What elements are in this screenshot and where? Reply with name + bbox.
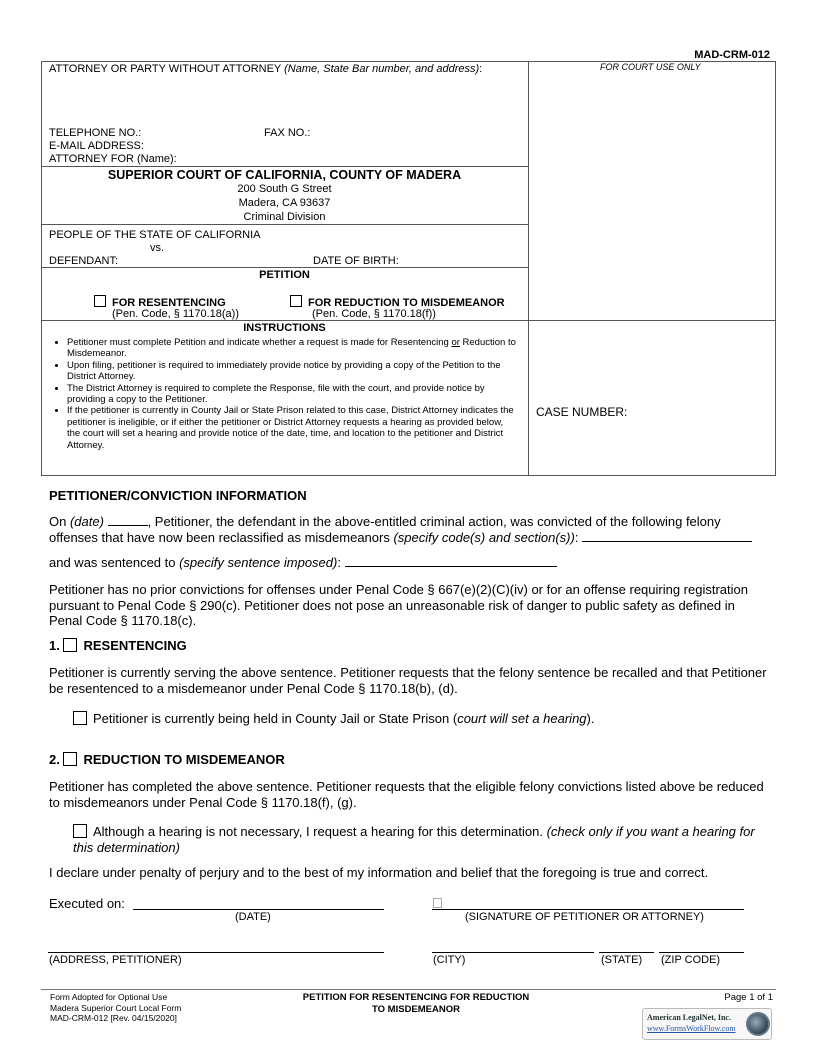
instruction-item: • Petitioner must complete Petition and indicate whether a request is made for Resentencing or Reduction to Misdemeanor. xyxy=(67,337,519,360)
date-label: (DATE) xyxy=(235,911,271,923)
address-input-line[interactable] xyxy=(48,952,384,953)
globe-icon xyxy=(746,1012,770,1036)
resentencing-checkbox[interactable] xyxy=(94,295,106,307)
case-number-field[interactable]: CASE NUMBER: xyxy=(536,405,628,419)
email-field[interactable]: E-MAIL ADDRESS: xyxy=(49,140,144,152)
footer-rule xyxy=(41,989,776,990)
signature-input-line[interactable] xyxy=(432,909,744,910)
instructions-list xyxy=(49,337,519,451)
zip-input-line[interactable] xyxy=(659,952,744,953)
footer-title: PETITION FOR RESENTENCING FOR REDUCTION TO MISDEMEANOR xyxy=(302,992,530,1015)
american-legalnet-logo[interactable]: American LegalNet, Inc. www.FormsWorkFlow.com xyxy=(642,1008,772,1040)
telephone-field[interactable]: TELEPHONE NO.: xyxy=(49,127,142,139)
page-number: Page 1 of 1 xyxy=(724,992,773,1003)
executed-label: Executed on: xyxy=(49,896,125,911)
resentencing-option[interactable]: FOR RESENTENCING xyxy=(94,295,226,309)
address-label: (ADDRESS, PETITIONER) xyxy=(49,954,182,966)
caption-divider xyxy=(528,61,529,476)
court-street: 200 South G Street xyxy=(237,183,332,195)
attorney-for-field[interactable]: ATTORNEY FOR (Name): xyxy=(49,153,177,165)
zip-label: (ZIP CODE) xyxy=(661,954,721,966)
reduction-text: Petitioner has completed the above sentence. Petitioner requests that the eligible felony convictions listed above be reduced to misdemeanors under Penal Code § 1170.18(f), (g). xyxy=(49,779,764,810)
reduction-section-title: 2. REDUCTION TO MISDEMEANOR xyxy=(49,752,285,767)
sentence-input[interactable] xyxy=(345,566,557,567)
instruction-item: • If the petitioner is currently in County Jail or State Prison related to this case, District Attorney indicates the petitioner is ineligible, or if either the petitioner or District Attorney requests a hearing as provided below, the court will set a hearing and provide notice of the date, time, and location to the petitioner and District Attorney. xyxy=(67,405,519,451)
resentencing-section-title: 1. RESENTENCING xyxy=(49,638,187,653)
people-label: PEOPLE OF THE STATE OF CALIFORNIA xyxy=(49,229,261,241)
state-label: (STATE) xyxy=(601,954,643,966)
jail-checkbox[interactable] xyxy=(73,711,87,725)
misdemeanor-checkbox[interactable] xyxy=(290,295,302,307)
court-name: SUPERIOR COURT OF CALIFORNIA, COUNTY OF MADERA xyxy=(107,168,462,182)
section-reduction-checkbox[interactable] xyxy=(63,752,77,766)
hearing-check-item[interactable]: Although a hearing is not necessary, I request a hearing for this determination. (check only if you want a hearing for this determination) xyxy=(73,824,755,855)
footer-left: Form Adopted for Optional Use Madera Superior Court Local Form MAD-CRM-012 [Rev. 04/15/2020] xyxy=(50,992,182,1023)
signature-label: (SIGNATURE OF PETITIONER OR ATTORNEY) xyxy=(465,911,704,923)
instruction-item: • Upon filing, petitioner is required to immediately provide notice by providing a copy of the Petition to the District Attorney. xyxy=(67,360,519,383)
conviction-paragraph: On (date) , Petitioner, the defendant in the above-entitled criminal action, was convicted of the following felony offenses that have now been reclassified as misdemeanors (specify code(s) and section(s)): xyxy=(49,514,769,545)
dob-field[interactable]: DATE OF BIRTH: xyxy=(313,255,399,267)
defendant-field[interactable]: DEFENDANT: xyxy=(49,255,119,267)
city-input-line[interactable] xyxy=(432,952,594,953)
misdemeanor-code: (Pen. Code, § 1170.18(f)) xyxy=(312,308,436,320)
instructions-title: INSTRUCTIONS xyxy=(243,322,326,334)
form-id: MAD-CRM-012 xyxy=(694,49,770,61)
priors-paragraph: Petitioner has no prior convictions for offenses under Penal Code § 667(e)(2)(C)(iv) or for an offense requiring registration pursuant to Penal Code § 290(c). Petitioner does not pose an unreasonable risk of danger to public safety as defined in Penal Code § 1170.18(c). xyxy=(49,582,748,628)
section-resentencing-checkbox[interactable] xyxy=(63,638,77,652)
vs-label: vs. xyxy=(150,242,165,254)
fax-field[interactable]: FAX NO.: xyxy=(264,127,311,139)
court-city: Madera, CA 93637 xyxy=(238,197,331,209)
conviction-date-input[interactable] xyxy=(108,525,148,526)
date-input-line[interactable] xyxy=(133,909,384,910)
section-title: PETITIONER/CONVICTION INFORMATION xyxy=(49,488,307,503)
jail-check-item[interactable]: Petitioner is currently being held in County Jail or State Prison (court will set a hearing). xyxy=(73,711,773,727)
court-division: Criminal Division xyxy=(243,211,326,223)
misdemeanor-option[interactable]: FOR REDUCTION TO MISDEMEANOR xyxy=(290,295,505,309)
code-section-input[interactable] xyxy=(582,541,752,542)
city-label: (CITY) xyxy=(433,954,466,966)
resentencing-text: Petitioner is currently serving the above sentence. Petitioner requests that the felony sentence be recalled and that Petitioner be resentenced to a misdemeanor under Penal Code § 1170.18(b), (d). xyxy=(49,665,767,696)
sentence-paragraph: and was sentenced to (specify sentence imposed): xyxy=(49,555,769,571)
instruction-item: • The District Attorney is required to complete the Response, file with the court, and provide notice by providing a copy to the Petitioner. xyxy=(67,383,519,406)
attorney-label: ATTORNEY OR PARTY WITHOUT ATTORNEY (Name, State Bar number, and address): xyxy=(49,63,483,75)
hearing-checkbox[interactable] xyxy=(73,824,87,838)
signature-marker-icon xyxy=(433,898,442,908)
declaration: I declare under penalty of perjury and to the best of my information and belief that the foregoing is true and correct. xyxy=(49,865,709,880)
court-use-label: FOR COURT USE ONLY xyxy=(600,62,701,72)
petition-title: PETITION xyxy=(259,269,310,281)
resentencing-code: (Pen. Code, § 1170.18(a)) xyxy=(112,308,239,320)
state-input-line[interactable] xyxy=(599,952,654,953)
